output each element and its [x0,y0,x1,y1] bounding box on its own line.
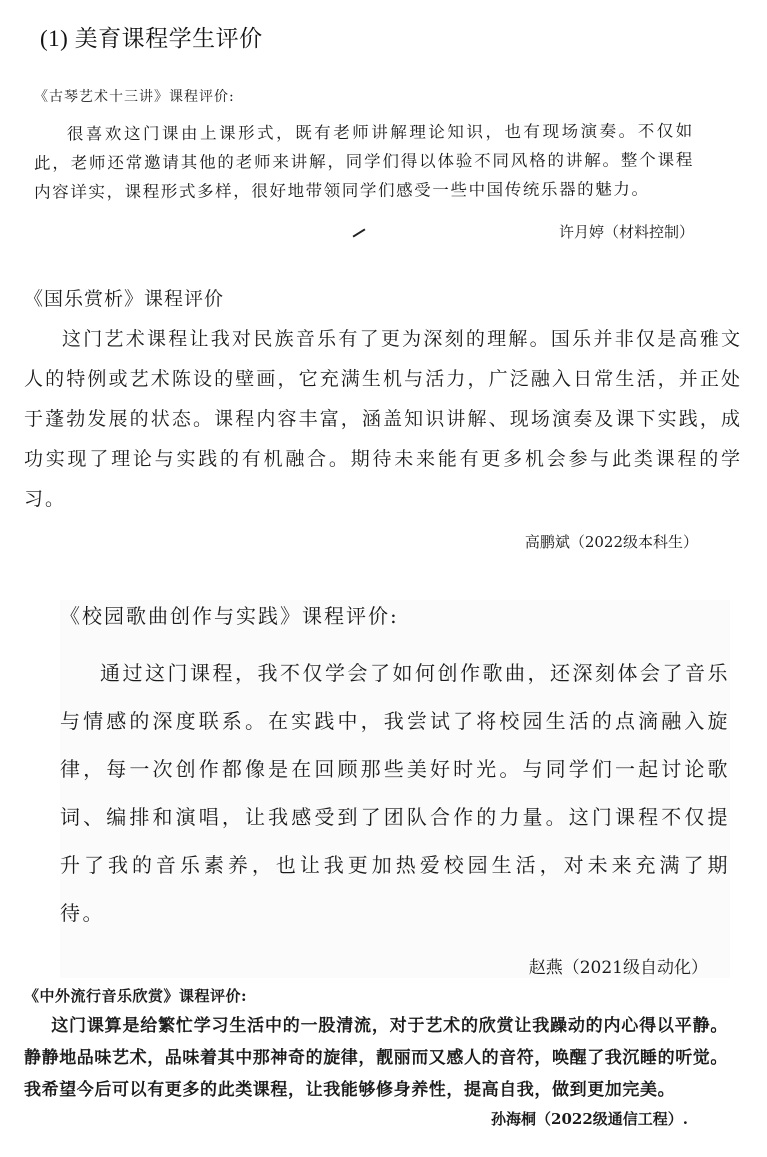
review-body: 这门课算是给繁忙学习生活中的一股清流，对于艺术的欣赏让我躁动的内心得以平静。静静地品味艺术，品味着其中那神奇的旋律，靓丽而又感人的音符，唤醒了我沉睡的听觉。我希望今后可以有更多的此类课程，让我能够修身养性，提高自我，做到更加完美。 [24,1016,728,1100]
review-signature: 赵燕（2021级自动化） [528,958,708,978]
review-body: 这门艺术课程让我对民族音乐有了更为深刻的理解。国乐并非仅是高雅文人的特例或艺术陈设的壁画，它充满生机与活力，广泛融入日常生活，并正处于蓬勃发展的状态。课程内容丰富，涵盖知识讲解、现场演奏及课下实践，成功实现了理论与实践的有机融合。期待未来能有更多机会参与此类课程的学习。 [24,328,742,510]
review-signature: 高鹏斌（2022级本科生） [524,533,698,551]
review-note-guoyue [24,284,742,552]
review-signature: 孙海桐（2022级通信工程）. [491,1110,688,1128]
section-heading: (1) 美育课程学生评价 [40,26,263,51]
review-title: 《校园歌曲创作与实践》课程评价: [60,604,399,628]
review-signature: 许月婷（材料控制） [558,223,694,241]
review-note-campus-song [60,600,730,978]
review-title: 《中外流行音乐欣赏》课程评价: [24,987,248,1005]
review-note-guqin [34,86,694,242]
review-title: 《国乐赏析》课程评价 [24,288,225,310]
review-note-pop-music [24,985,728,1129]
review-body: 很喜欢这门课由上课形式，既有老师讲解理论知识，也有现场演奏。不仅如此，老师还常邀请其他的老师来讲解，同学们得以体验不同风格的讲解。整个课程内容详实，课程形式多样，很好地带领同学们感受一些中国传统乐器的魅力。 [33,121,695,202]
review-body: 通过这门课程，我不仅学会了如何创作歌曲，还深刻体会了音乐与情感的深度联系。在实践中，我尝试了将校园生活的点滴融入旋律，每一次创作都像是在回顾那些美好时光。与同学们一起讨论歌词、编排和演唱，让我感受到了团队合作的力量。这门课程不仅提升了我的音乐素养，也让我更加热爱校园生活，对未来充满了期待。 [60,661,730,925]
review-title: 《古琴艺术十三讲》课程评价: [34,89,235,105]
